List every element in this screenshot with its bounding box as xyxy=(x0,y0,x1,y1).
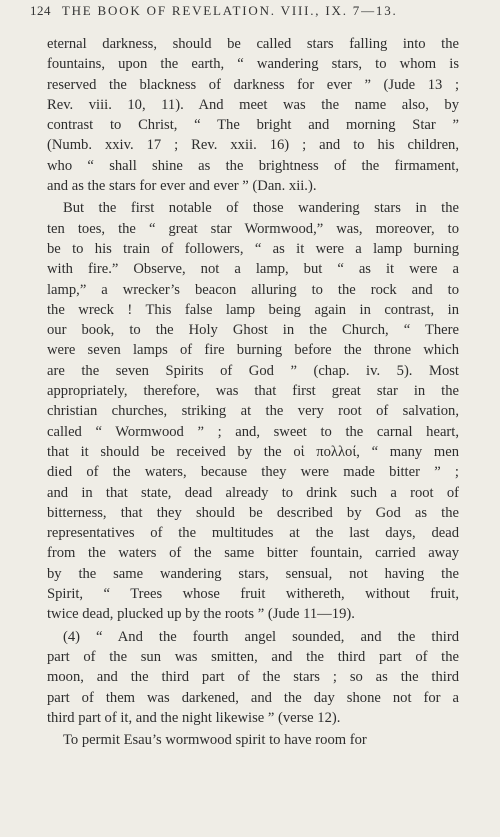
text-line: and as the stars for ever and ever ” (Dan. xii.). xyxy=(47,178,317,195)
text-line: bitterness, that they should be described by God as the xyxy=(47,504,459,521)
text-line: the wreck ! This false lamp being again in contrast, in xyxy=(47,301,459,318)
text-line: were seven lamps of fire burning before the throne which xyxy=(47,342,459,359)
text-line: twice dead, plucked up by the roots ” (Jude 11—19). xyxy=(47,606,355,623)
paragraph xyxy=(47,627,459,728)
text-line: To permit Esau’s wormwood spirit to have room for xyxy=(63,732,367,749)
text-line: be to his train of followers, “ as it were a lamp burning xyxy=(47,240,459,257)
text-line: with fire.” Observe, not a lamp, but “ as it were a xyxy=(47,261,459,278)
text-line: reserved the blackness of darkness for ever ” (Jude 13 ; xyxy=(47,76,459,93)
running-head xyxy=(30,3,470,19)
running-title: THE BOOK OF REVELATION. xyxy=(61,3,276,18)
text-line: are the seven Spirits of God ” (chap. iv. 5). Most xyxy=(47,362,459,379)
text-line: who “ shall shine as the brightness of the firmament, xyxy=(47,157,459,174)
paragraph xyxy=(47,730,459,750)
text-line: from the waters of the same bitter fountain, carried away xyxy=(47,545,459,562)
text-line: (Numb. xxiv. 17 ; Rev. xxii. 16) ; and to his children, xyxy=(47,137,459,154)
text-line: christian churches, striking at the very root of salvation, xyxy=(47,403,459,420)
text-line: ten toes, the “ great star Wormwood,” was, moreover, to xyxy=(47,220,459,237)
text-line: Spirit, “ Trees whose fruit withereth, without fruit, xyxy=(47,586,459,603)
text-line: died of the waters, because they were made bitter ” ; xyxy=(47,464,459,481)
text-line: representatives of the multitudes at the last days, dead xyxy=(47,525,459,542)
text-line: part of the sun was smitten, and the third part of the xyxy=(47,648,459,665)
text-line: and in that state, dead already to drink such a root of xyxy=(47,484,459,501)
text-line: lamp,” a wrecker’s beacon alluring to the rock and to xyxy=(47,281,459,298)
text-line: by the same wandering stars, sensual, not having the xyxy=(47,565,459,582)
paragraph xyxy=(47,34,459,196)
text-line: (4) “ And the fourth angel sounded, and the third xyxy=(63,628,459,645)
text-line: Rev. viii. 10, 11). And meet was the name also, by xyxy=(47,96,459,113)
text-line: our book, to the Holy Ghost in the Church, “ There xyxy=(47,322,459,339)
text-line: appropriately, therefore, was that first great star in the xyxy=(47,383,459,400)
text-line: But the first notable of those wandering stars in the xyxy=(63,200,459,217)
text-line: that it should be received by the οἱ πολλοί, “ many men xyxy=(47,443,459,460)
text-line: contrast to Christ, “ The bright and morning Star ” xyxy=(47,117,459,134)
paragraph xyxy=(47,198,459,624)
text-line: moon, and the third part of the stars ; so as the third xyxy=(47,669,459,686)
chapter-reference: VIII., IX. 7—13. xyxy=(280,3,398,18)
body-text xyxy=(47,34,459,750)
text-line: fountains, upon the earth, “ wandering stars, to whom is xyxy=(47,56,459,73)
page-number: 124 xyxy=(30,3,51,18)
text-line: called “ Wormwood ” ; and, sweet to the carnal heart, xyxy=(47,423,459,440)
text-line: third part of it, and the night likewise ” (verse 12). xyxy=(47,709,341,726)
text-line: part of them was darkened, and the day shone not for a xyxy=(47,689,459,706)
text-line: eternal darkness, should be called stars falling into the xyxy=(47,36,459,52)
